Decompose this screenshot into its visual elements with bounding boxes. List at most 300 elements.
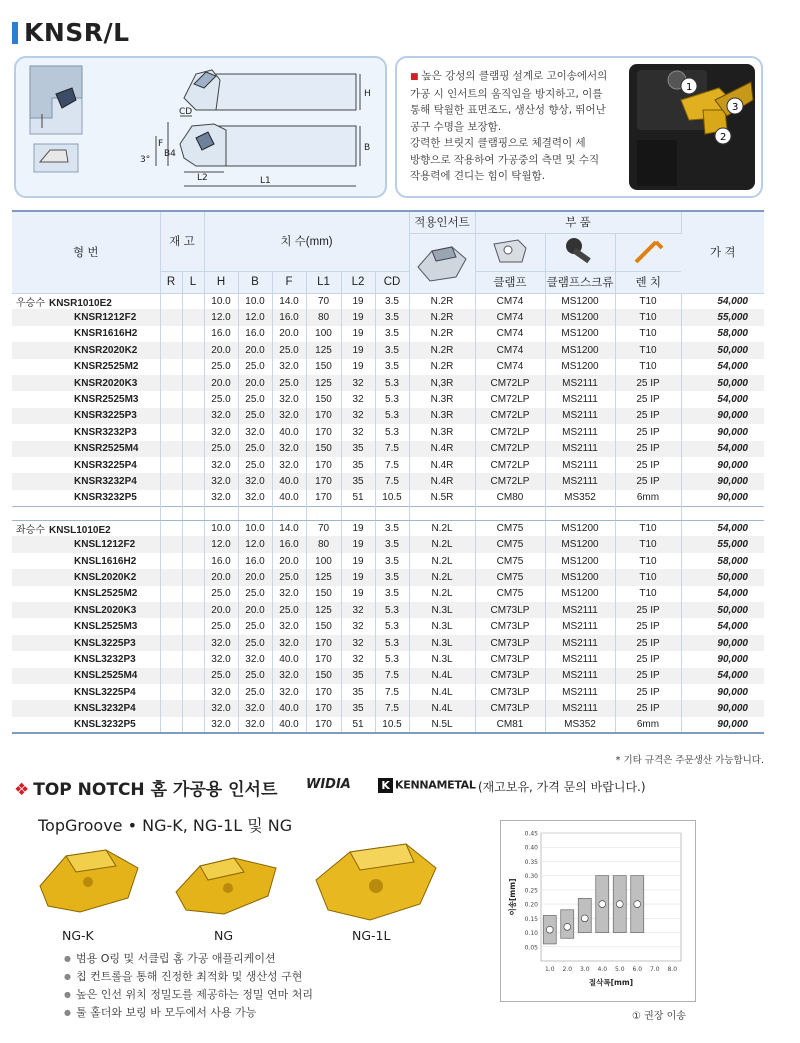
cell-model [12,408,160,424]
dimension-drawing-panel [14,56,387,198]
cell-L2: 32 [341,391,375,407]
cell-L2: 19 [341,309,375,325]
cell-H: 25.0 [204,618,238,634]
cell-L2: 51 [341,490,375,506]
cell-H: 32.0 [204,473,238,489]
cell-F: 25.0 [272,602,306,618]
page-title: KNSR/L [24,18,130,47]
table-row [12,618,764,634]
cell-stock-r [160,293,182,309]
cell-insert: N.2R [409,309,475,325]
cell-insert: N.4L [409,700,475,716]
cell-CD: 7.5 [375,473,409,489]
desc-line-5: 강력한 브릿지 클램핑으로 체결력이 세 [410,137,586,149]
cell-F: 16.0 [272,536,306,552]
cell-F: 32.0 [272,359,306,375]
cell-clamp: CM74 [475,326,545,342]
cell-stock-l [182,553,204,569]
cell-screw: MS1200 [545,569,615,585]
cell-H: 12.0 [204,309,238,325]
feature-list [64,950,313,1022]
kennametal-k-icon: K [378,778,393,793]
cell-L2: 19 [341,326,375,342]
chart-ytick-label: 0.10 [524,930,538,938]
cell-wrench: 25 IP [615,473,681,489]
topgroove-subtitle: TopGroove • NG-K, NG-1L 및 NG [38,816,293,835]
cell-L2: 35 [341,457,375,473]
cell-B: 25.0 [238,457,272,473]
widia-logo: WIDIA [306,777,351,792]
chart-recommended-marker [581,915,588,922]
cell-price: 54,000 [681,441,764,457]
cell-F: 25.0 [272,375,306,391]
spec-table [12,210,764,734]
chart-ytick-label: 0.05 [524,944,538,952]
cell-F: 40.0 [272,490,306,506]
table-row [12,473,764,489]
cell-H: 32.0 [204,651,238,667]
cell-B: 32.0 [238,424,272,440]
cell-clamp: CM73LP [475,602,545,618]
cell-model [12,375,160,391]
cell-stock-l [182,293,204,309]
th-parts: 부 품 [475,211,681,233]
insert-icon [412,237,472,287]
cell-model [12,536,160,552]
cell-screw: MS2111 [545,375,615,391]
cell-B: 25.0 [238,684,272,700]
cell-H: 32.0 [204,635,238,651]
cell-wrench: 25 IP [615,375,681,391]
cell-insert: N.2L [409,569,475,585]
model-code: KNSL3232P3 [74,653,136,665]
cell-insert: N.5R [409,490,475,506]
cell-price: 54,000 [717,523,748,535]
th-CD: CD [375,271,409,293]
cell-F: 20.0 [272,326,306,342]
cell-B: 25.0 [238,391,272,407]
cell-screw: MS2111 [545,457,615,473]
group-label: 우승수 [16,297,45,309]
table-row [12,342,764,358]
feature-item: ● 칩 컨트롤을 통해 진정한 최적화 및 생산성 구현 [64,968,313,986]
cell-price: 50,000 [681,602,764,618]
cell-H: 10.0 [204,520,238,536]
cell-B: 32.0 [238,717,272,733]
chart-xlabel: 절삭폭[mm] [588,978,634,987]
cell-screw: MS2111 [545,473,615,489]
model-code: KNSR2525M2 [74,361,139,373]
cell-price: 50,000 [681,569,764,585]
cell-screw: MS2111 [545,684,615,700]
cell-price: 90,000 [681,635,764,651]
cell-stock-r [160,586,182,602]
cell-insert: N.4R [409,473,475,489]
cell-price: 58,000 [717,328,748,340]
cell-model [12,668,160,684]
cell-F: 40.0 [272,717,306,733]
chart-recommended-marker [616,901,623,908]
cell-wrench: 25 IP [615,602,681,618]
cell-price: 54,000 [717,361,748,373]
cell-price: 54,000 [681,668,764,684]
cell-L2: 32 [341,375,375,391]
cell-wrench: T10 [615,309,681,325]
cell-price: 50,000 [681,375,764,391]
cell-stock-l [182,441,204,457]
cell-B: 20.0 [238,342,272,358]
cell-L2: 19 [341,586,375,602]
cell-CD: 3.5 [375,553,409,569]
cell-stock-r [160,457,182,473]
cell-model [12,553,160,569]
cell-clamp: CM73LP [475,635,545,651]
chart-xtick-label: 7.0 [649,966,660,973]
chart-xtick-label: 2.0 [562,966,573,973]
cell-stock-l [182,309,204,325]
cell-CD: 5.3 [375,618,409,634]
cell-price: 50,000 [681,342,764,358]
cell-B: 32.0 [238,473,272,489]
cell-L2: 32 [341,618,375,634]
cell-F: 40.0 [272,700,306,716]
cell-stock-l [182,536,204,552]
cell-CD: 5.3 [375,651,409,667]
topnotch-title-text: TOP NOTCH 홈 가공용 인서트 [33,780,278,800]
th-L2: L2 [341,271,375,293]
cell-stock-r [160,602,182,618]
cell-insert: N.2R [409,342,475,358]
cell-clamp: CM72LP [475,424,545,440]
cell-L2: 35 [341,473,375,489]
cell-L2: 32 [341,408,375,424]
cell-CD: 10.5 [375,490,409,506]
cell-L2: 19 [341,359,375,375]
cell-model [12,520,160,536]
dim-label-B: B [364,143,371,153]
cell-screw: MS1200 [545,586,615,602]
feature-item: ● 범용 O링 및 서클립 홈 가공 애플리케이션 [64,950,313,968]
cell-L1: 150 [306,359,341,375]
table-row [12,717,764,733]
cell-L1: 70 [306,293,341,309]
dimension-drawing [16,58,385,196]
cell-F: 25.0 [272,342,306,358]
cell-stock-r [160,520,182,536]
cell-stock-l [182,651,204,667]
cell-clamp: CM81 [475,717,545,733]
cell-L2: 19 [341,553,375,569]
cell-stock-l [182,326,204,342]
cell-insert: N,3R [409,375,475,391]
cell-stock-l [182,342,204,358]
cell-insert: N.3R [409,424,475,440]
title-accent-bar [12,22,18,44]
cell-clamp: CM75 [475,586,545,602]
cell-CD: 7.5 [375,684,409,700]
cell-model [12,457,160,473]
cell-B: 20.0 [238,375,272,391]
cell-insert: N.3R [409,408,475,424]
cell-L1: 125 [306,342,341,358]
cell-insert: N.3L [409,635,475,651]
group-label: 좌승수 [16,525,45,537]
cell-F: 20.0 [272,553,306,569]
cell-model [12,618,160,634]
model-code: KNSL2020K3 [74,604,137,616]
cell-stock-r [160,424,182,440]
cell-stock-l [182,586,204,602]
cell-L2: 51 [341,717,375,733]
cell-screw: MS2111 [545,618,615,634]
cell-price: 54,000 [717,621,748,633]
cell-F: 32.0 [272,684,306,700]
cell-L1: 70 [306,520,341,536]
cell-wrench: 25 IP [615,700,681,716]
cell-L1: 80 [306,309,341,325]
cell-screw: MS2111 [545,602,615,618]
table-row [12,569,764,585]
model-code: KNSR2020K2 [74,344,138,356]
desc-line-3: 통해 탁월한 표면조도, 생산성 향상, 뛰어난 [410,104,606,116]
cell-stock-l [182,359,204,375]
cell-clamp: CM75 [475,553,545,569]
cell-F: 14.0 [272,293,306,309]
callout-1: 1 [686,82,693,93]
cell-L1: 170 [306,684,341,700]
cell-B: 10.0 [238,520,272,536]
cell-screw: MS352 [545,490,615,506]
cell-B: 25.0 [238,359,272,375]
cell-stock-l [182,717,204,733]
model-code: KNSR2020K3 [74,377,138,389]
cell-F: 32.0 [272,618,306,634]
table-row [12,700,764,716]
cell-H: 12.0 [204,536,238,552]
cell-H: 32.0 [204,457,238,473]
table-row [12,408,764,424]
table-row [12,309,764,325]
cell-H: 32.0 [204,684,238,700]
model-code: KNSR2525M3 [74,394,139,406]
cell-stock-r [160,375,182,391]
cell-insert: N.2L [409,586,475,602]
cell-model [12,651,160,667]
th-B: B [238,271,272,293]
chart-ytick-label: 0.45 [524,830,538,838]
cell-stock-r [160,668,182,684]
dim-label-CD: CD [179,107,193,117]
model-code: KNSL2525M4 [74,670,138,682]
cell-L1: 150 [306,618,341,634]
cell-CD: 3.5 [375,309,409,325]
th-model: 형 번 [12,211,160,293]
cell-clamp: CM72LP [475,473,545,489]
cell-insert: N.2R [409,326,475,342]
cell-L1: 150 [306,441,341,457]
model-code: KNSR1010E2 [48,297,112,309]
cell-model [12,586,160,602]
model-code: KNSL3225P3 [74,637,136,649]
table-row [12,602,764,618]
th-stock: 재 고 [160,211,204,271]
cell-B: 20.0 [238,569,272,585]
model-code: KNSL1212F2 [74,539,136,551]
cell-H: 25.0 [204,586,238,602]
th-clamp: 클램프 [475,271,545,293]
diamond-bullet-icon: ❖ [14,780,30,800]
feature-item: ● 높은 인선 위치 정밀도를 제공하는 정밀 연마 처리 [64,986,313,1004]
th-insert-image [409,233,475,293]
chart-ytick-label: 0.35 [524,858,538,866]
cell-screw: MS1200 [545,520,615,536]
stock-note: (재고보유, 가격 문의 바랍니다.) [478,780,646,794]
desc-line-4: 공구 수명을 보장함. [410,120,502,133]
th-wrench-image [615,233,681,271]
cell-stock-r [160,309,182,325]
cell-model [12,490,160,506]
cell-model [12,309,160,325]
cell-clamp: CM74 [475,309,545,325]
cell-CD: 5.3 [375,391,409,407]
kennametal-logo [378,778,476,793]
cell-CD: 5.3 [375,408,409,424]
cell-CD: 3.5 [375,536,409,552]
desc-line-2: 가공 시 인서트의 움직임을 방지하고, 이를 [410,87,603,100]
cell-wrench: 25 IP [615,408,681,424]
table-row [12,391,764,407]
cell-clamp: CM74 [475,359,545,375]
feed-chart-panel [500,820,696,1002]
cell-L1: 125 [306,375,341,391]
cell-B: 12.0 [238,536,272,552]
cell-stock-l [182,684,204,700]
cell-F: 16.0 [272,309,306,325]
th-screw-image [545,233,615,271]
model-code: KNSR3232P4 [74,475,137,487]
cell-insert: N.4L [409,684,475,700]
cell-wrench: T10 [615,359,681,375]
chart-ytick-label: 0.25 [524,887,538,895]
cell-clamp: CM80 [475,490,545,506]
model-code: KNSL1010E2 [48,525,111,537]
model-code: KNSR3232P5 [74,492,137,504]
cell-H: 32.0 [204,408,238,424]
cell-H: 20.0 [204,342,238,358]
cell-stock-r [160,326,182,342]
cell-clamp: CM75 [475,536,545,552]
table-row [12,490,764,506]
cell-insert: N.2R [409,293,475,309]
cell-H: 20.0 [204,602,238,618]
cell-insert: N.3R [409,391,475,407]
cell-price: 90,000 [681,408,764,424]
table-row [12,293,764,309]
cell-L2: 19 [341,293,375,309]
cell-clamp: CM75 [475,569,545,585]
cell-B: 25.0 [238,408,272,424]
callout-2: 2 [720,132,727,143]
chart-legend: ① 권장 이송 [632,1011,686,1022]
cell-L2: 35 [341,700,375,716]
cell-screw: MS2111 [545,424,615,440]
cell-H: 25.0 [204,391,238,407]
dim-label-B4: B4 [164,149,176,159]
cell-screw: MS2111 [545,635,615,651]
cell-stock-r [160,684,182,700]
cell-wrench: T10 [615,553,681,569]
cell-CD: 7.5 [375,457,409,473]
cell-L1: 150 [306,668,341,684]
cell-H: 32.0 [204,700,238,716]
chart-ytick-label: 0.30 [524,873,538,881]
cell-clamp: CM73LP [475,700,545,716]
insert-ngk-image [36,846,146,918]
cell-CD: 7.5 [375,700,409,716]
dim-label-L2: L2 [197,173,208,183]
cell-B: 25.0 [238,668,272,684]
cell-screw: MS1200 [545,342,615,358]
chart-xtick-label: 6.0 [632,966,643,973]
cell-screw: MS1200 [545,293,615,309]
cell-L1: 150 [306,391,341,407]
order-note: * 기타 규격은 주문생산 가능합니다. [615,755,764,766]
cell-stock-r [160,618,182,634]
cell-model [12,424,160,440]
table-row [12,553,764,569]
cell-clamp: CM74 [475,342,545,358]
cell-clamp: CM73LP [475,668,545,684]
th-dims: 치 수(mm) [204,211,409,271]
model-code: KNSL2525M3 [74,621,138,633]
cell-price: 58,000 [717,555,748,567]
cell-stock-l [182,375,204,391]
cell-screw: MS2111 [545,391,615,407]
chart-ylabel: 이송[mm] [508,878,517,916]
cell-L2: 35 [341,668,375,684]
cell-screw: MS2111 [545,441,615,457]
desc-line-7: 작용력에 견디는 힘이 탁월함. [410,170,546,182]
table-row [12,668,764,684]
kennametal-text: KENNAMETAL [395,778,476,792]
cell-B: 25.0 [238,441,272,457]
cell-stock-l [182,700,204,716]
cell-wrench: 25 IP [615,424,681,440]
cell-F: 40.0 [272,473,306,489]
cell-wrench: 25 IP [615,668,681,684]
cell-stock-l [182,457,204,473]
cell-insert: N.4R [409,457,475,473]
cell-wrench: 25 IP [615,618,681,634]
cell-B: 20.0 [238,602,272,618]
insert-ng1l-image [310,840,440,924]
chart-recommended-marker [599,901,606,908]
insert-ng-image [172,850,282,922]
table-row [12,457,764,473]
cell-F: 40.0 [272,424,306,440]
cell-wrench: 6mm [615,717,681,733]
cell-wrench: T10 [615,326,681,342]
chart-recommended-marker [564,923,571,930]
cell-insert: N.5L [409,717,475,733]
th-H: H [204,271,238,293]
cell-B: 32.0 [238,490,272,506]
cell-stock-l [182,635,204,651]
th-F: F [272,271,306,293]
cell-CD: 3.5 [375,520,409,536]
cell-stock-r [160,473,182,489]
cell-clamp: CM73LP [475,618,545,634]
